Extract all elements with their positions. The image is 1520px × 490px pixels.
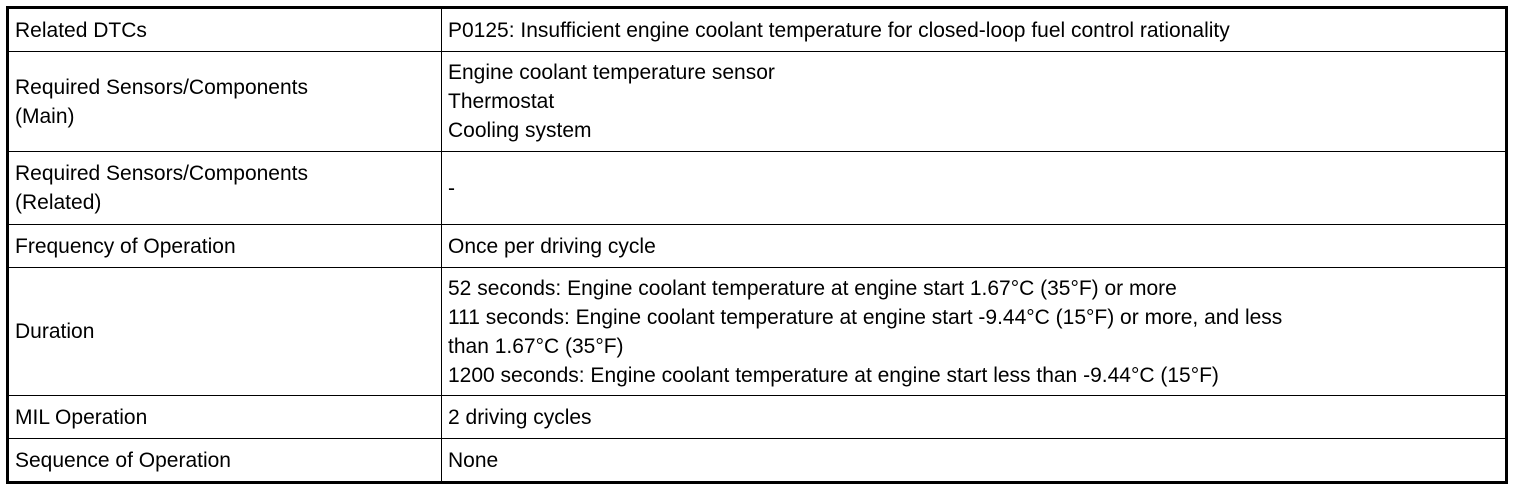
- label-text: Frequency of Operation: [15, 234, 236, 258]
- value-text: Engine coolant temperature sensor: [448, 61, 775, 84]
- label-text: Required Sensors/Components: [15, 75, 308, 99]
- value-text: than 1.67°C (35°F): [448, 334, 624, 358]
- table-row-required-sensors-related: [8, 152, 1507, 225]
- row-label: [8, 268, 442, 396]
- value-text: P0125: Insufficient engine coolant temperature for closed-loop fuel control rationality: [448, 18, 1230, 42]
- table-row-mil-operation: [8, 396, 1507, 439]
- value-text: 52 seconds: Engine coolant temperature at engine start 1.67°C (35°F) or more: [448, 276, 1177, 300]
- value-text: None: [448, 448, 499, 472]
- row-value: [442, 8, 1507, 52]
- value-text: 1200 seconds: Engine coolant temperature at engine start less than -9.44°C (15°F): [448, 363, 1219, 387]
- row-label: [8, 396, 442, 439]
- label-text: Sequence of Operation: [15, 448, 231, 472]
- monitor-specification-table: [6, 6, 1508, 484]
- value-text: Once per driving cycle: [448, 234, 656, 258]
- row-label: [8, 8, 442, 52]
- row-label: [8, 152, 442, 225]
- value-text: Thermostat: [448, 90, 555, 113]
- row-value: [442, 152, 1507, 225]
- row-value: [442, 268, 1507, 396]
- table-row-frequency-of-operation: [8, 225, 1507, 268]
- table-row-duration: [8, 268, 1507, 396]
- table-row-related-dtcs: [8, 8, 1507, 52]
- row-label: [8, 225, 442, 268]
- value-text: Cooling system: [448, 119, 592, 142]
- label-text: (Main): [15, 104, 75, 128]
- label-text: MIL Operation: [15, 405, 148, 429]
- row-value: [442, 225, 1507, 268]
- row-label: [8, 439, 442, 483]
- label-text: Related DTCs: [15, 18, 147, 42]
- row-value: [442, 396, 1507, 439]
- label-text: (Related): [15, 191, 102, 214]
- value-text: -: [448, 176, 455, 200]
- label-text: Duration: [15, 320, 95, 343]
- row-label: [8, 52, 442, 152]
- table-row-sequence-of-operation: [8, 439, 1507, 483]
- row-value: [442, 439, 1507, 483]
- label-text: Required Sensors/Components: [15, 162, 308, 185]
- value-text: 111 seconds: Engine coolant temperature at engine start -9.44°C (15°F) or more, and less: [448, 305, 1283, 329]
- row-value: [442, 52, 1507, 152]
- table-row-required-sensors-main: [8, 52, 1507, 152]
- value-text: 2 driving cycles: [448, 405, 592, 429]
